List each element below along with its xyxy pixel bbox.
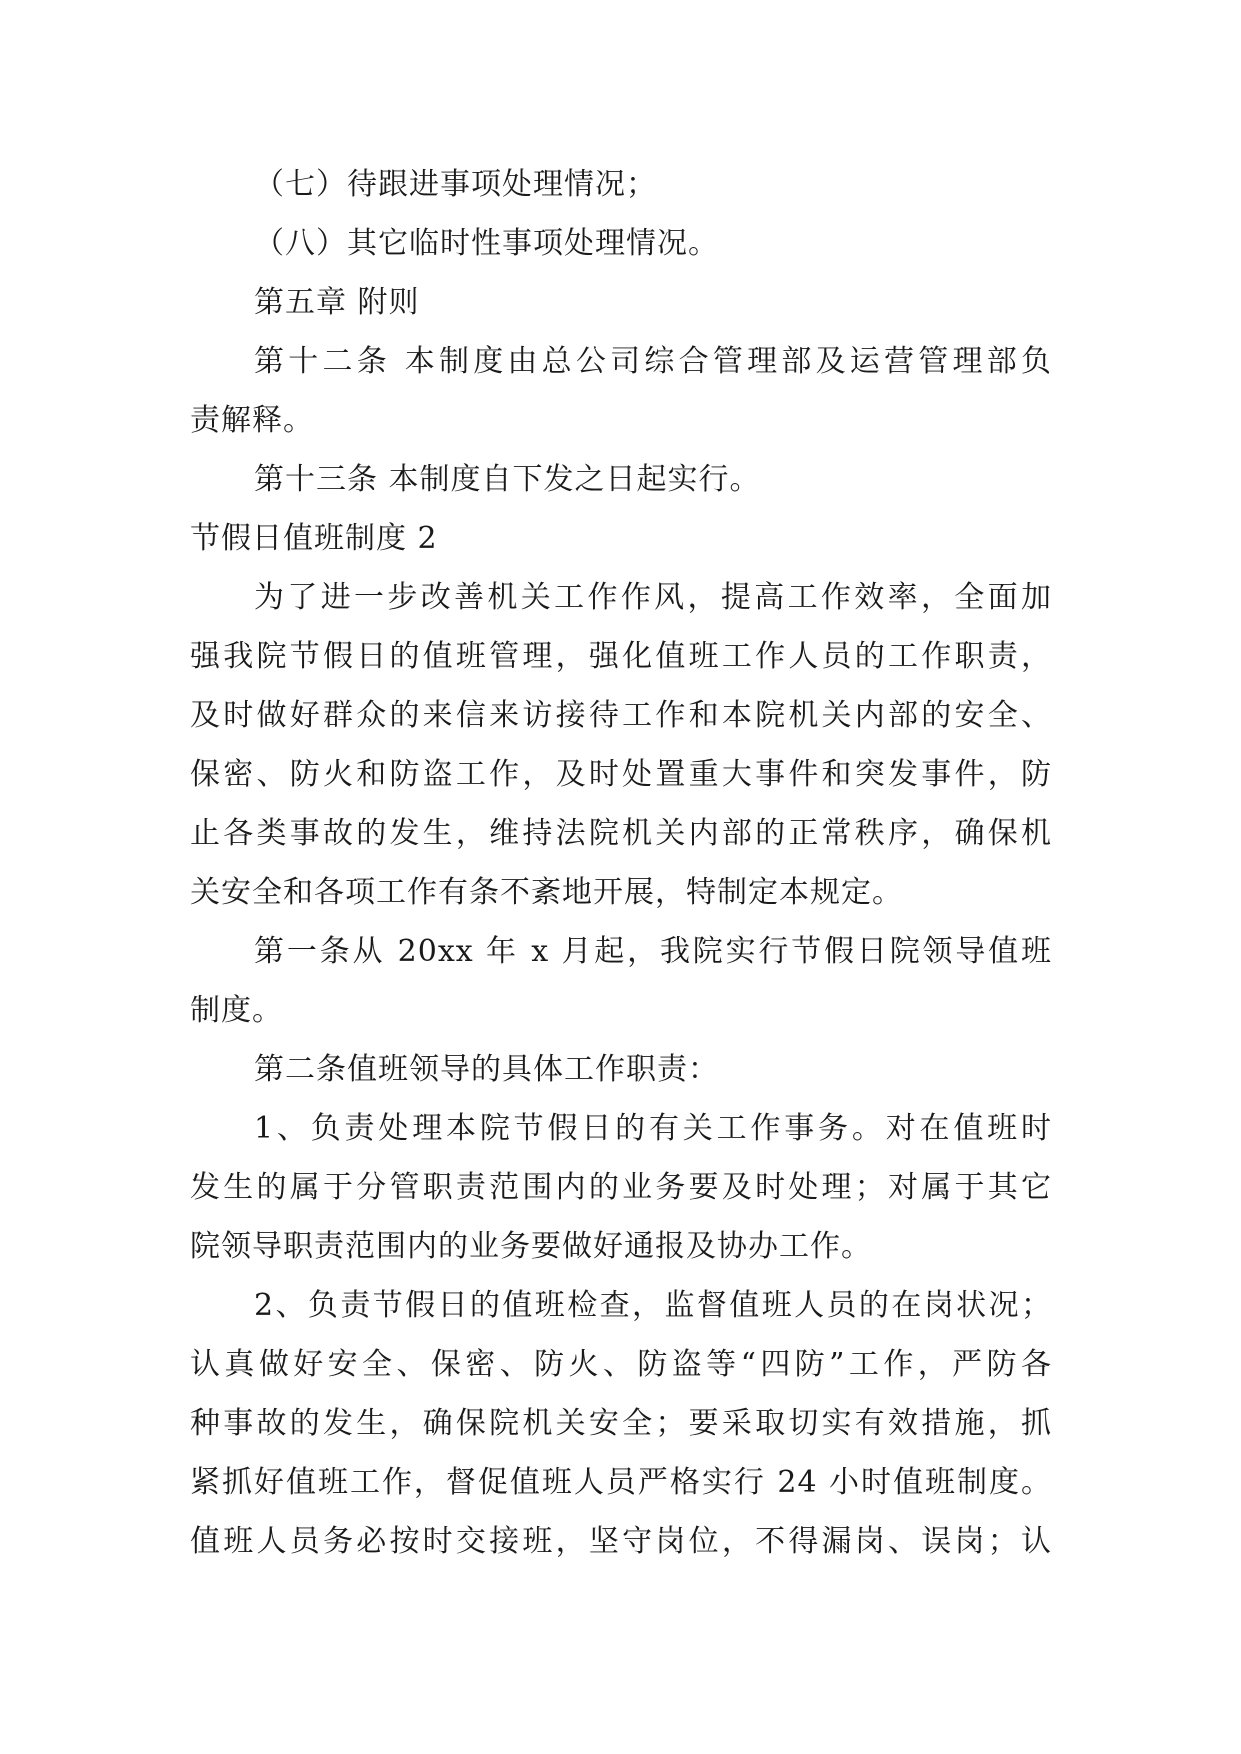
- intro-line-3: 及时做好群众的来信来访接待工作和本院机关内部的安全、: [190, 698, 1052, 733]
- article-one-line-1: 第一条从 20xx 年 x 月起，我院实行节假日院领导值班: [254, 934, 1052, 969]
- article-thirteen: 第十三条 本制度自下发之日起实行。: [254, 462, 761, 497]
- article-two-heading: 第二条值班领导的具体工作职责：: [254, 1052, 719, 1087]
- article-twelve-line-2: 责解释。: [190, 403, 314, 438]
- document-body: [190, 155, 1052, 1571]
- section-title: 节假日值班制度 2: [190, 521, 438, 556]
- duty-two-line-3: 种事故的发生，确保院机关安全；要采取切实有效措施，抓: [190, 1406, 1052, 1441]
- article-one-line-2: 制度。: [190, 993, 283, 1028]
- duty-one-line-3: 院领导职责范围内的业务要做好通报及协办工作。: [190, 1229, 872, 1264]
- duty-one-line-2: 发生的属于分管职责范围内的业务要及时处理；对属于其它: [190, 1170, 1052, 1205]
- item-seven: （七）待跟进事项处理情况；: [254, 167, 657, 202]
- intro-line-1: 为了进一步改善机关工作作风，提高工作效率，全面加: [254, 580, 1052, 615]
- duty-two-line-4: 紧抓好值班工作，督促值班人员严格实行 24 小时值班制度。: [190, 1465, 1052, 1500]
- chapter-five-heading: 第五章 附则: [254, 285, 420, 320]
- intro-line-4: 保密、防火和防盗工作，及时处置重大事件和突发事件，防: [190, 757, 1052, 792]
- duty-one-line-1: 1、负责处理本院节假日的有关工作事务。对在值班时: [254, 1111, 1052, 1146]
- intro-line-6: 关安全和各项工作有条不紊地开展，特制定本规定。: [190, 875, 903, 910]
- intro-line-5: 止各类事故的发生，维持法院机关内部的正常秩序，确保机: [190, 816, 1052, 851]
- duty-two-line-5: 值班人员务必按时交接班，坚守岗位，不得漏岗、误岗；认: [190, 1524, 1052, 1559]
- duty-two-line-1: 2、负责节假日的值班检查，监督值班人员的在岗状况；: [254, 1288, 1052, 1323]
- item-eight: （八）其它临时性事项处理情况。: [254, 226, 719, 261]
- duty-two-line-2: 认真做好安全、保密、防火、防盗等“四防”工作，严防各: [190, 1347, 1052, 1382]
- article-twelve-line-1: 第十二条 本制度由总公司综合管理部及运营管理部负: [254, 344, 1052, 379]
- intro-line-2: 强我院节假日的值班管理，强化值班工作人员的工作职责，: [190, 639, 1052, 674]
